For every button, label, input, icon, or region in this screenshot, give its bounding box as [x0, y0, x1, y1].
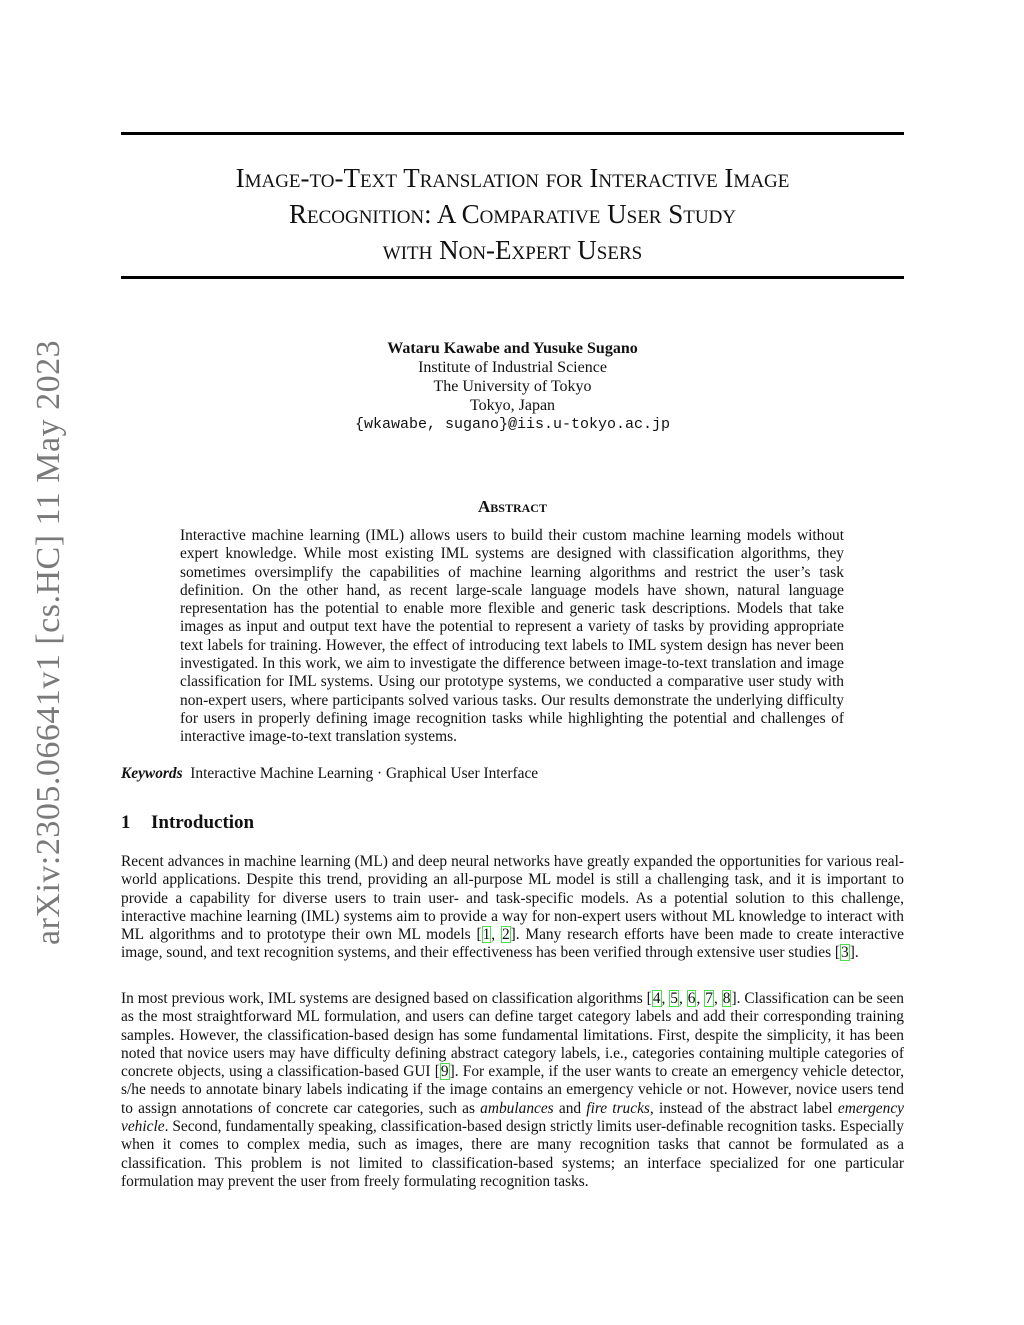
- text-run: ]. For example, if the user wants to create an emergency vehicle detector, s/he needs to annotate binary labels indicating if the image contains an emergency vehicle or not. However, novice users tend to assign annotations of concrete car categories, such as: [121, 1063, 904, 1117]
- text-run: , instead of the abstract label: [649, 1099, 838, 1117]
- title-top-rule: [121, 132, 904, 135]
- citation-link[interactable]: 7: [705, 990, 713, 1007]
- text-run: ,: [679, 990, 687, 1007]
- affiliation-institute: Institute of Industrial Science: [418, 359, 607, 376]
- keyword-item: Interactive Machine Learning: [190, 765, 374, 782]
- keyword-separator: ·: [377, 765, 383, 782]
- paper-title: [121, 160, 904, 268]
- title-line-1: Image-to-Text Translation for Interactive Image: [235, 163, 790, 193]
- keywords-label: Keywords: [121, 765, 183, 782]
- text-run: and: [553, 1099, 587, 1117]
- text-run: Recent advances in machine learning (ML) and deep neural networks have greatly expanded the opportunities for various real-world applications. Despite this trend, providing an all-purpose ML model is still a challenging task, and it is important to provide a capability for diverse users to train user- and task-specific models. As a potential solution to this challenge, interactive machine learning (IML) systems aim to provide a way for non-expert users without ML knowledge to interact with ML algorithms and to prototype their own ML models [: [121, 853, 904, 944]
- text-run: In most previous work, IML systems are designed based on classification algorithms [: [121, 990, 652, 1007]
- emphasis: emergency vehicle: [121, 1099, 904, 1136]
- keyword-item: Graphical User Interface: [386, 765, 539, 782]
- text-run: ,: [491, 926, 501, 944]
- citation-link[interactable]: 5: [670, 990, 678, 1007]
- section-title: Introduction: [151, 812, 255, 833]
- abstract-heading: Abstract: [478, 497, 547, 516]
- text-run: ,: [696, 990, 705, 1007]
- text-run: ]. Classification can be seen as the most straightforward ML formulation, and users can define target category labels and add their corresponding training samples. However, the classification-based design has some fundamental limitations. First, despite the simplicity, it has been noted that novice users may have difficulty defining abstract category labels, i.e., categories containing multiple categories of concrete objects, using a classification-based GUI [: [121, 990, 904, 1081]
- citation-link[interactable]: 6: [687, 990, 696, 1007]
- citation-link[interactable]: 3: [841, 944, 849, 962]
- emphasis: ambulances: [480, 1099, 554, 1117]
- text-run: . Second, fundamentally speaking, classification-based design strictly limits user-definable recognition tasks. Especially when it comes to complex media, such as images, there are many recognition tasks that cannot be formulated as a classification. This problem is not limited to classification-based systems; an interface specialized for one particular formulation may prevent the user from freely formulating recognition tasks.: [121, 1118, 904, 1190]
- title-bottom-rule: [121, 276, 904, 279]
- text-run: ,: [661, 990, 670, 1007]
- affiliation-university: The University of Tokyo: [433, 378, 592, 395]
- author-names: Wataru Kawabe and Yusuke Sugano: [387, 340, 638, 357]
- author-email: {wkawabe, sugano}@iis.u-tokyo.ac.jp: [354, 416, 671, 433]
- section-number: 1: [121, 812, 131, 833]
- abstract-text: Interactive machine learning (IML) allows users to build their custom machine learning models without expert knowledge. While most existing IML systems are designed with classification algorithms, they sometimes oversimplify the capabilities of machine learning algorithms and restrict the user’s task definition. On the other hand, as recent large-scale language models have shown, natural language representation has the potential to enable more flexible and generic task descriptions. Models that take images as input and output text have the potential to represent a variety of tasks by providing appropriate text labels for training. However, the effect of introducing text labels to IML system design has never been investigated. In this work, we aim to investigate the difference between image-to-text translation and image classification for IML systems. Using our prototype systems, we conducted a comparative user study with non-expert users, where participants solved various tasks. Our results demonstrate the underlying difficulty for users in properly defining image recognition tasks while highlighting the potential and challenges of interactive image-to-text translation systems.: [180, 527, 844, 746]
- author-block: [121, 339, 904, 434]
- text-run: ,: [713, 990, 722, 1007]
- text-run: ].: [849, 944, 859, 962]
- citation-link[interactable]: 2: [501, 926, 510, 944]
- emphasis: fire trucks: [586, 1099, 650, 1117]
- arxiv-identifier: arXiv:2305.06641v1 [cs.HC] 11 May 2023: [30, 339, 67, 945]
- citation-link[interactable]: 1: [482, 926, 491, 944]
- citation-link[interactable]: 4: [652, 990, 661, 1007]
- title-line-2: Recognition: A Comparative User Study: [288, 199, 737, 229]
- affiliation-location: Tokyo, Japan: [469, 397, 556, 414]
- citation-link[interactable]: 9: [440, 1063, 449, 1081]
- text-run: ]. Many research efforts have been made to create interactive image, sound, and text recognition systems, and their effectiveness has been verified through extensive user studies [: [121, 926, 904, 962]
- intro-paragraph-2: [121, 990, 904, 1191]
- keywords-line: [121, 765, 904, 783]
- citation-link[interactable]: 8: [722, 990, 731, 1007]
- intro-paragraph-1: [121, 853, 904, 963]
- section-heading-introduction: [121, 812, 254, 834]
- title-line-3: with Non-Expert Users: [382, 235, 643, 265]
